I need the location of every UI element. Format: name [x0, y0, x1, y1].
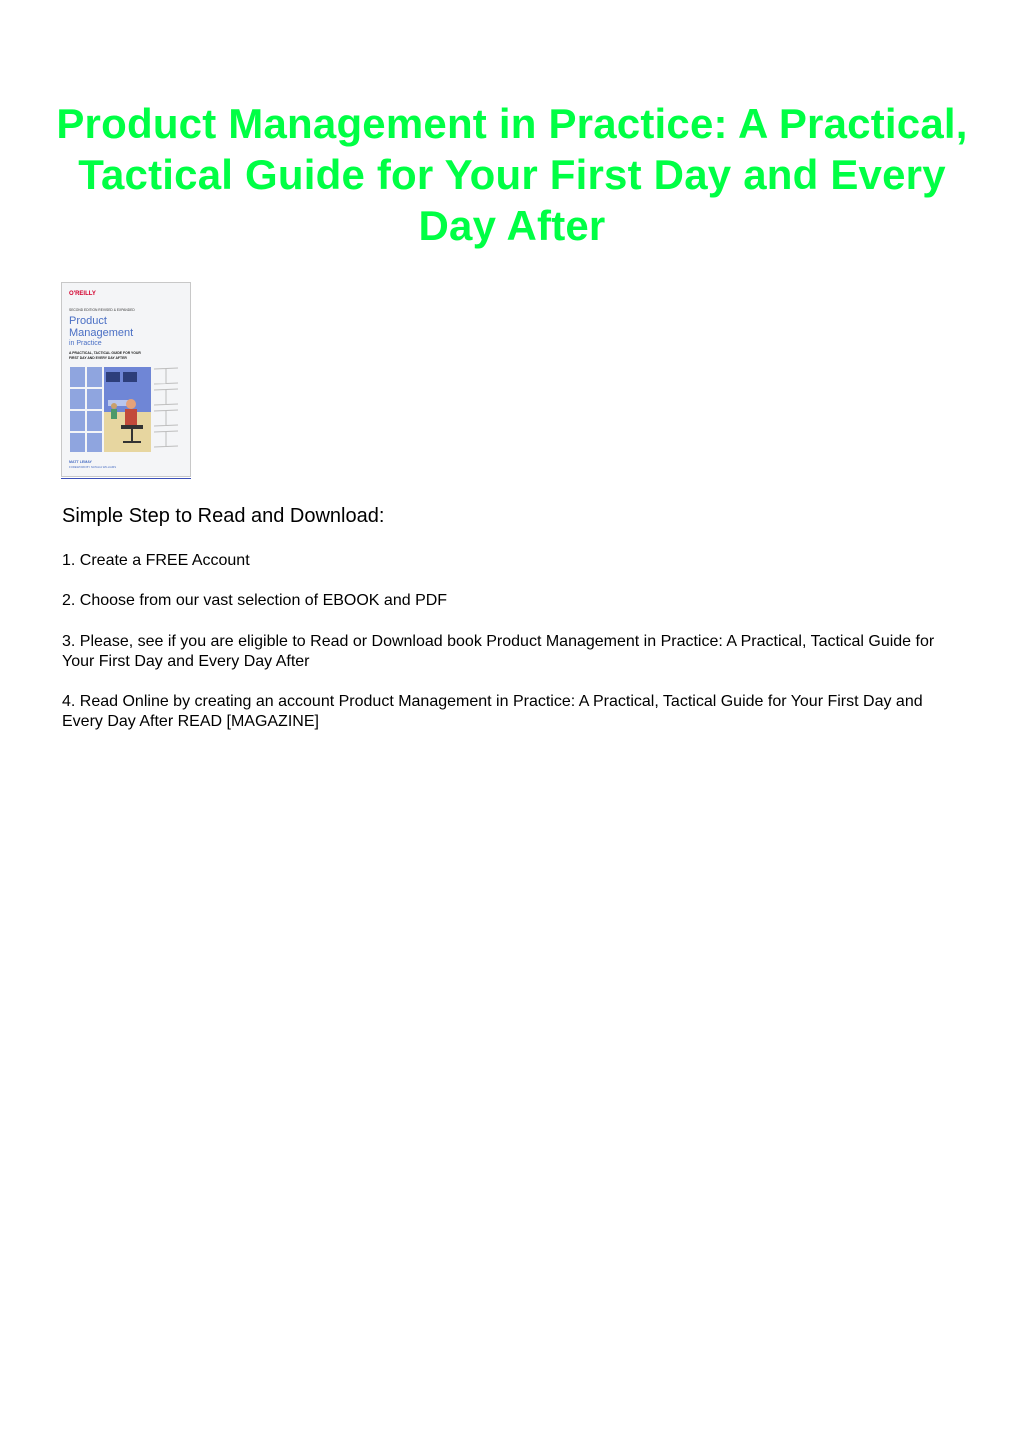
cover-title-line2: Management	[69, 327, 134, 339]
book-cover-image	[61, 282, 191, 477]
page-title: Product Management in Practice: A Practical, Tactical Guide for Your First Day and Every Day After	[56, 100, 968, 249]
cover-title-line3: in Practice	[69, 340, 102, 347]
book-cover-link[interactable]	[61, 282, 191, 479]
cover-subtitle-line1: A PRACTICAL, TACTICAL GUIDE FOR YOUR	[69, 351, 141, 355]
cover-publisher: O'REILLY	[69, 291, 96, 297]
cover-subtitle-line2: FIRST DAY AND EVERY DAY AFTER	[69, 356, 127, 360]
step-item-2: 2. Choose from our vast selection of EBOOK and PDF	[62, 592, 448, 609]
cover-foreword: FOREWORD BY NATALIA WILLIAMS	[69, 465, 117, 469]
step-item-4: 4. Read Online by creating an account Product Management in Practice: A Practical, Tactical Guide for Your First Day and Every Day After READ [MAGAZINE]	[62, 693, 923, 730]
cover-title-line1: Product	[69, 315, 107, 327]
cover-author: MATT LEMAY	[69, 460, 92, 464]
steps-heading: Simple Step to Read and Download:	[62, 505, 385, 527]
step-item-1: 1. Create a FREE Account	[62, 552, 250, 569]
cover-edition: SECOND EDITION REVISED & EXPANDED	[69, 308, 135, 312]
step-item-3: 3. Please, see if you are eligible to Read or Download book Product Management in Practice: A Practical, Tactical Guide for Your First Day and Every Day After	[62, 633, 935, 670]
